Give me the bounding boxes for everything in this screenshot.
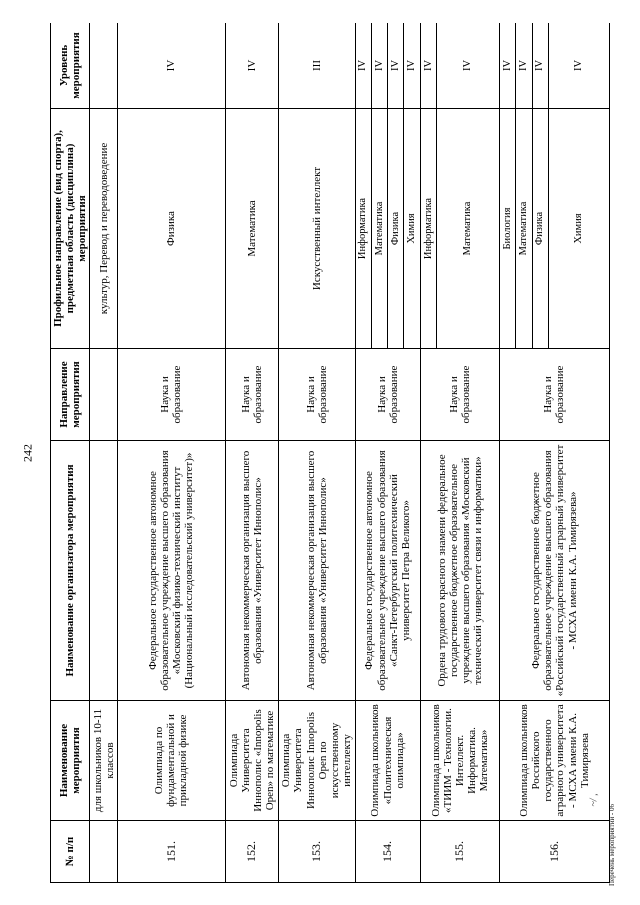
cell-level — [90, 23, 118, 109]
table-row — [499, 23, 515, 883]
cell-direction: Наука и образование — [420, 349, 499, 441]
cell-organizer: Автономная некоммерческая организация высшего образования «Университет Иннополис» — [278, 441, 355, 701]
cell-profile: Химия — [548, 109, 609, 349]
cell-num: 153. — [278, 821, 355, 883]
header-organizer: Наименование организатора мероприятия — [51, 441, 90, 701]
cell-profile: Физика — [388, 109, 404, 349]
table-row — [225, 23, 278, 883]
page-number: 242 — [20, 444, 35, 462]
cell-organizer — [90, 441, 118, 701]
header-direction: Направление мероприятия — [51, 349, 90, 441]
cell-direction: Наука и образование — [499, 349, 609, 441]
cell-profile: Информатика — [355, 109, 371, 349]
cell-num: 155. — [420, 821, 499, 883]
cell-profile: Химия — [404, 109, 420, 349]
cell-level: IV — [436, 23, 499, 109]
cell-event-name: Олимпиада школьников Российского государственного аграрного университета - МСХА имени К.А. Тимирязева — [499, 701, 609, 821]
cell-num: 156. — [499, 821, 609, 883]
header-event-name: Наименование мероприятия — [51, 701, 90, 821]
cell-level: III — [278, 23, 355, 109]
cell-event-name: Олимпиада Университета Иннополис Innopolis Open по искусственному интеллекту — [278, 701, 355, 821]
cell-num: 154. — [355, 821, 420, 883]
cell-direction: Наука и образование — [355, 349, 420, 441]
cell-organizer: Автономная некоммерческая организация высшего образования «Университет Иннополис» — [225, 441, 278, 701]
cell-profile: культур, Перевод и переводоведение — [90, 109, 118, 349]
footer-caption: Перечень мероприятий - 06 — [608, 803, 616, 887]
cell-num: 151. — [117, 821, 225, 883]
table-row — [117, 23, 225, 883]
table-row — [278, 23, 355, 883]
header-level: Уровень мероприятия — [51, 23, 90, 109]
handwritten-mark: ~/ , — [588, 793, 600, 807]
cell-level: IV — [548, 23, 609, 109]
cell-level: IV — [516, 23, 532, 109]
cell-profile: Математика — [225, 109, 278, 349]
cell-num: 152. — [225, 821, 278, 883]
cell-profile: Искусственный интеллект — [278, 109, 355, 349]
table-row — [355, 23, 371, 883]
cell-profile: Информатика — [420, 109, 436, 349]
cell-level: IV — [355, 23, 371, 109]
cell-organizer: Федеральное государственное автономное образовательное учреждение высшего образования «Санкт-Петербургский политехнический университет Петра Великого» — [355, 441, 420, 701]
header-profile: Профильное направление (вид спорта), предметная область (дисциплина) мероприятия — [51, 109, 90, 349]
cell-event-name: Олимпиада школьников «ТИИМ - Технологии. Интеллект. Информатика. Математика» — [420, 701, 499, 821]
cell-level: IV — [532, 23, 548, 109]
cell-level: IV — [388, 23, 404, 109]
cell-profile: Физика — [117, 109, 225, 349]
cell-level: IV — [404, 23, 420, 109]
cell-direction: Наука и образование — [278, 349, 355, 441]
cell-direction — [90, 349, 118, 441]
cell-event-name: Олимпиада по фундаментальной и прикладной физике — [117, 701, 225, 821]
cell-level: IV — [117, 23, 225, 109]
cell-organizer: Федеральное государственное бюджетное образовательное учреждение высшего образования «Российский государственный аграрный университет - МСХА имени К.А. Тимирязева» — [499, 441, 609, 701]
events-table — [50, 23, 610, 883]
cell-direction: Наука и образование — [117, 349, 225, 441]
cell-organizer: Федеральное государственное автономное образовательное учреждение высшего образования «Московский физико-технический институт (Национальный исследовательский университет)» — [117, 441, 225, 701]
header-num: № п/п — [51, 821, 90, 883]
cell-num — [90, 821, 118, 883]
cell-profile: Физика — [532, 109, 548, 349]
cell-event-name: Олимпиада школьников «Политехническая олимпиада» — [355, 701, 420, 821]
table-header-row — [51, 23, 90, 883]
cell-level: IV — [499, 23, 515, 109]
cell-profile: Биология — [499, 109, 515, 349]
cell-profile: Математика — [516, 109, 532, 349]
cell-direction: Наука и образование — [225, 349, 278, 441]
cell-event-name: Олимпиада Университета Иннополис «Innopolis Open» по математике — [225, 701, 278, 821]
cell-organizer: Ордена трудового красного знамени федеральное государственное бюджетное образовательное учреждение высшего образования «Московский технический университет связи и информатики» — [420, 441, 499, 701]
continuation-row — [90, 23, 118, 883]
cell-profile: Математика — [436, 109, 499, 349]
cell-event-name: для школьников 10-11 классов — [90, 701, 118, 821]
cell-profile: Математика — [371, 109, 387, 349]
cell-level: IV — [371, 23, 387, 109]
table-row — [420, 23, 436, 883]
table-viewport — [50, 23, 610, 883]
cell-level: IV — [225, 23, 278, 109]
cell-level: IV — [420, 23, 436, 109]
